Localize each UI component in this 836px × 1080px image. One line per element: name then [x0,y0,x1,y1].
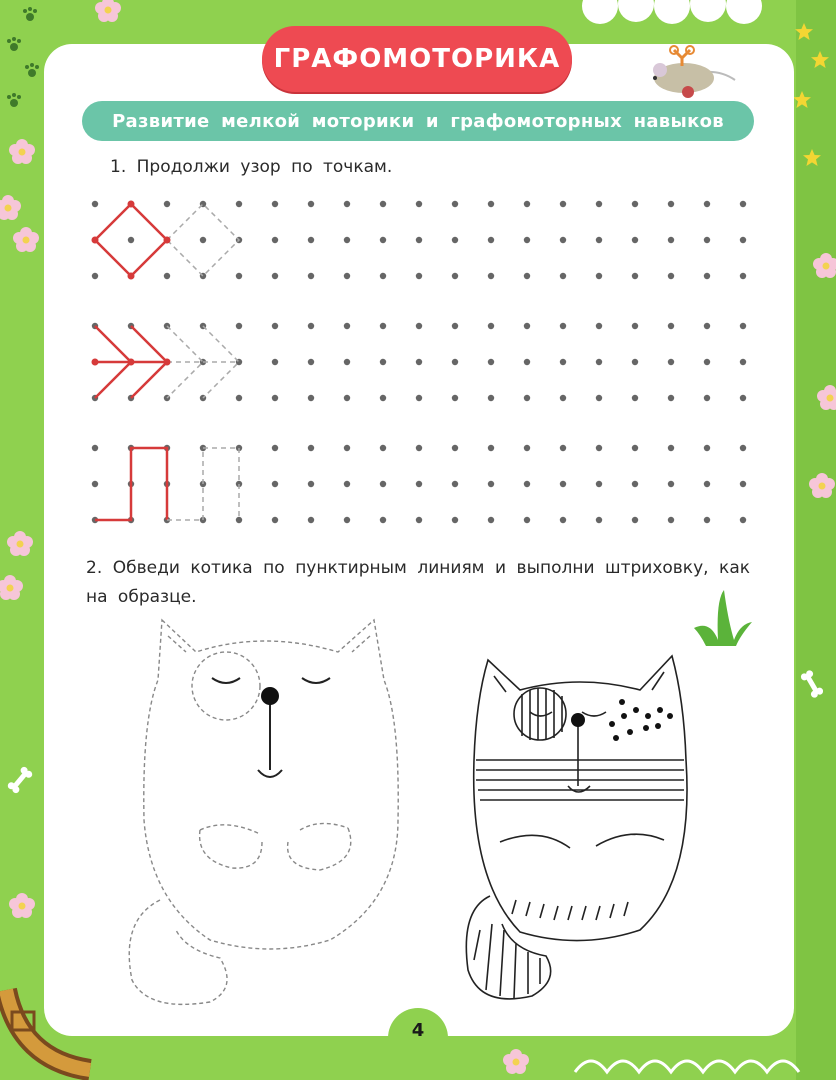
section-subtitle: Развитие мелкой моторики и графомоторных навыков [82,101,754,141]
task-2-instruction: 2. Обведи котика по пунктирным линиям и выполни штриховку, как на образце. [86,558,750,607]
sample-cat-spots [571,699,673,741]
page-title: ГРАФОМОТОРИКА [262,26,572,92]
task-1-instruction: 1. Продолжи узор по точкам. [110,157,393,177]
dashed-cat-nose [261,687,279,705]
sample-cat [466,656,687,999]
page-number: 4 [388,1008,448,1056]
dashed-cat-outline [129,620,398,1004]
